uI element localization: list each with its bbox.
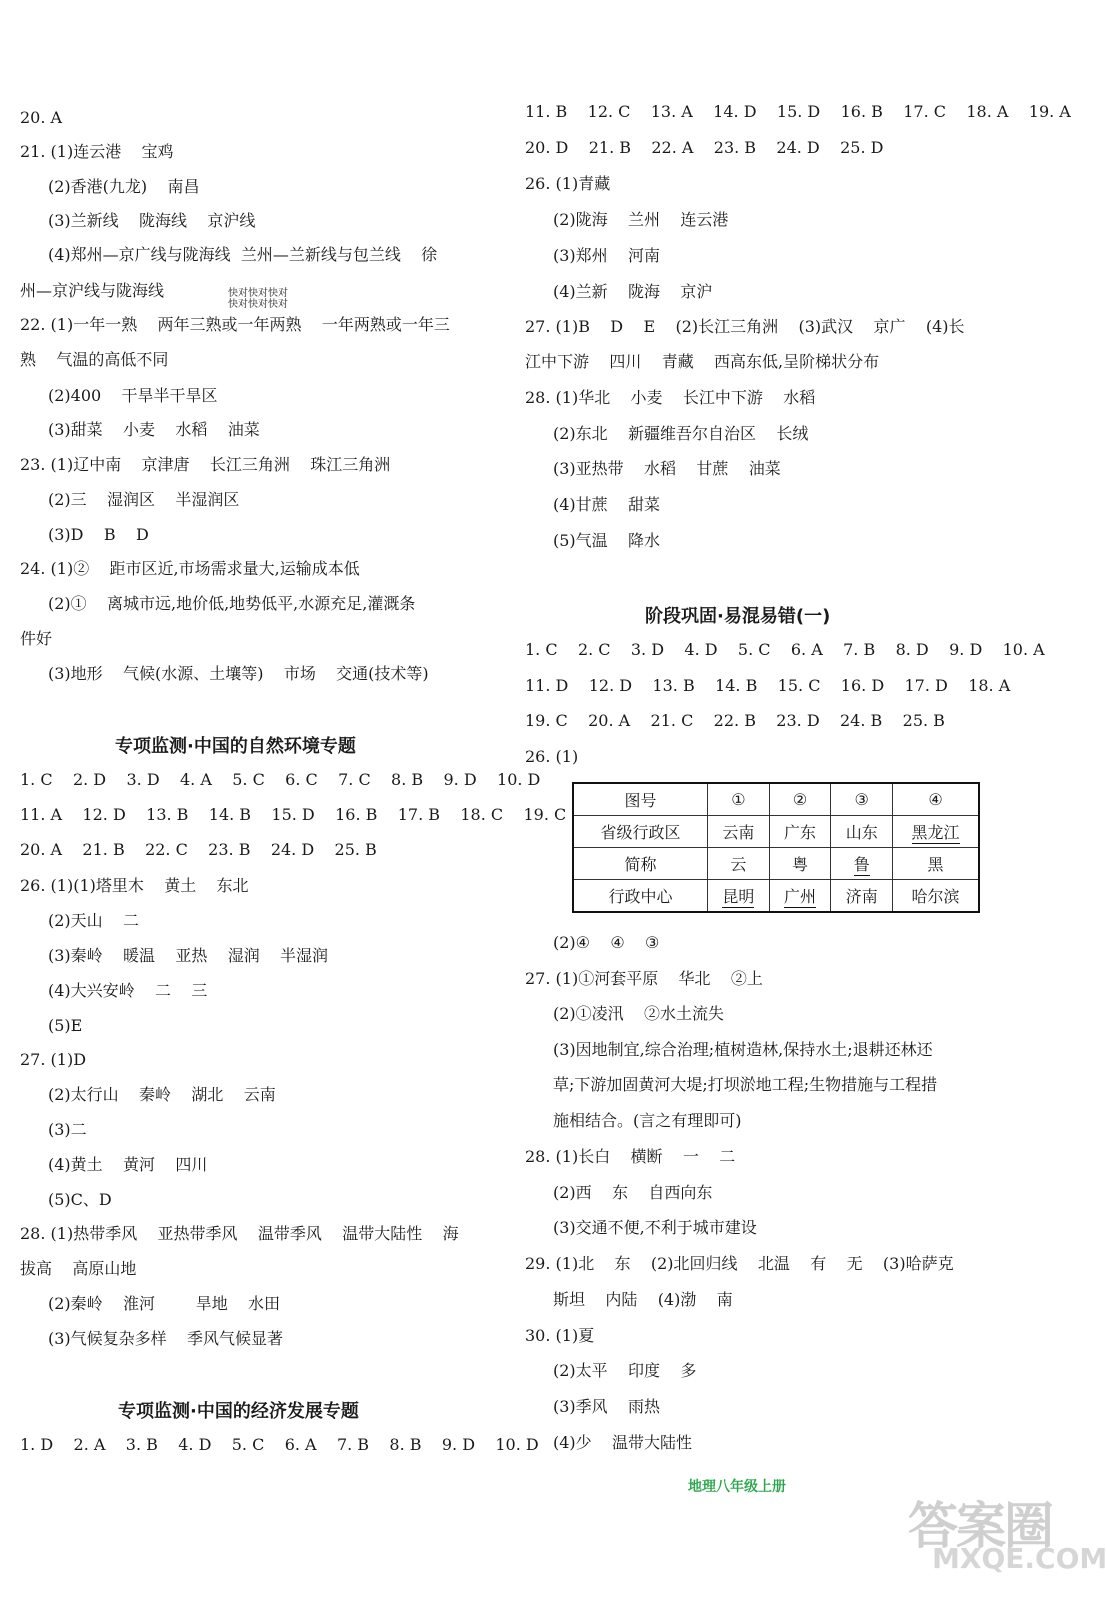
answer-line: (2)400 干旱半干旱区 — [48, 386, 218, 405]
table-cell: 广东 — [769, 816, 831, 848]
table-cell — [708, 880, 770, 913]
answer-line: 件好 — [20, 629, 53, 648]
answer-line: (2)秦岭 淮河 旱地 水田 — [48, 1294, 281, 1313]
answer-line: (2)太行山 秦岭 湖北 云南 — [48, 1085, 276, 1104]
answer-line: (2)① 离城市远,地价低,地势低平,水源充足,灌溉条 — [48, 594, 416, 613]
answer-line: (3)亚热带 水稻 甘蔗 油菜 — [553, 459, 781, 478]
answer-line: 19. C 20. A 21. C 22. B 23. D 24. B 25. B — [525, 711, 945, 730]
answer-line: (3)兰新线 陇海线 京沪线 — [48, 211, 256, 230]
watermark-url: MXQE.COM — [932, 1542, 1107, 1575]
watermark-text: 答案圈 — [908, 1497, 1052, 1555]
table-cell — [893, 816, 979, 848]
answer-line: (2)香港(九龙) 南昌 — [48, 177, 200, 196]
table-cell: 山东 — [831, 816, 893, 848]
answer-line: (5)气温 降水 — [553, 531, 661, 550]
answer-line: 斯坦 内陆 (4)渤 南 — [553, 1290, 733, 1309]
answer-line: (3)交通不便,不利于城市建设 — [553, 1218, 757, 1237]
table-row — [573, 848, 979, 880]
answer-line: 26. (1) — [525, 747, 579, 766]
answer-line: (3)季风 雨热 — [553, 1397, 661, 1416]
answer-line: (2)东北 新疆维吾尔自治区 长绒 — [553, 424, 809, 443]
answer-line: (3)地形 气候(水源、土壤等) 市场 交通(技术等) — [48, 664, 429, 683]
answer-line: (4)兰新 陇海 京沪 — [553, 282, 713, 301]
table-row — [573, 816, 979, 848]
answer-line: 26. (1)(1)塔里木 黄土 东北 — [20, 876, 249, 895]
table-cell: 图号 — [573, 783, 708, 816]
answer-line: (3)秦岭 暖温 亚热 湿润 半湿润 — [48, 946, 329, 965]
answer-line: (2)天山 二 — [48, 911, 140, 930]
answer-line: 29. (1)北 东 (2)北回归线 北温 有 无 (3)哈萨克 — [525, 1254, 954, 1273]
answer-line: (3)甜菜 小麦 水稻 油菜 — [48, 420, 260, 439]
table-cell: 省级行政区 — [573, 816, 708, 848]
answer-line: 20. D 21. B 22. A 23. B 24. D 25. D — [525, 138, 884, 157]
answer-line: 27. (1)D — [20, 1050, 87, 1069]
answer-line: 施相结合。(言之有理即可) — [553, 1111, 742, 1130]
answer-line: (2)①凌汛 ②水土流失 — [553, 1004, 725, 1023]
table-cell: ③ — [831, 783, 893, 816]
answer-line: (4)甘蔗 甜菜 — [553, 495, 661, 514]
section-heading: 专项监测·中国的自然环境专题 — [115, 736, 356, 757]
province-table — [572, 782, 980, 913]
answer-line: 草;下游加固黄河大堤;打坝淤地工程;生物措施与工程措 — [553, 1075, 938, 1094]
answer-line: 20. A 21. B 22. C 23. B 24. D 25. B — [20, 840, 377, 859]
answer-line: 21. (1)连云港 宝鸡 — [20, 142, 174, 161]
answer-line: 1. D 2. A 3. B 4. D 5. C 6. A 7. B 8. B 9. D 10. D — [20, 1435, 539, 1454]
answer-line: 27. (1)①河套平原 华北 ②上 — [525, 969, 763, 988]
table-cell: 行政中心 — [573, 880, 708, 913]
table-row — [573, 880, 979, 913]
answer-line: (4)少 温带大陆性 — [553, 1433, 693, 1452]
table-cell: ② — [769, 783, 831, 816]
answer-line: 28. (1)华北 小麦 长江中下游 水稻 — [525, 388, 816, 407]
answer-line: (2)三 湿润区 半湿润区 — [48, 490, 240, 509]
table-cell — [831, 848, 893, 880]
underlined-answer: 广州 — [784, 887, 817, 906]
answer-line: (2)④ ④ ③ — [553, 933, 660, 952]
underlined-answer: 昆明 — [722, 887, 755, 906]
answer-line: (4)大兴安岭 二 三 — [48, 981, 208, 1000]
answer-line: (2)西 东 自西向东 — [553, 1183, 713, 1202]
answer-line: 23. (1)辽中南 京津唐 长江三角洲 珠江三角洲 — [20, 455, 391, 474]
answer-line: (2)太平 印度 多 — [553, 1361, 697, 1380]
table-cell: 云南 — [708, 816, 770, 848]
underlined-answer: 鲁 — [853, 855, 870, 874]
answer-line: 26. (1)青藏 — [525, 174, 611, 193]
answer-line: 30. (1)夏 — [525, 1326, 595, 1345]
answer-line: 江中下游 四川 青藏 西高东低,呈阶梯状分布 — [525, 352, 880, 371]
answer-line: 27. (1)B D E (2)长江三角洲 (3)武汉 京广 (4)长 — [525, 317, 965, 336]
answer-line: (3)D B D — [48, 525, 149, 544]
stamp-text: 快对快对快对 快对快对快对 — [228, 288, 288, 310]
answer-line: (3)郑州 河南 — [553, 246, 661, 265]
answer-line: 22. (1)一年一熟 两年三熟或一年两熟 一年两熟或一年三 — [20, 315, 450, 334]
table-cell: 黑 — [893, 848, 979, 880]
answer-line: 11. B 12. C 13. A 14. D 15. D 16. B 17. C 18. A 19. A — [525, 102, 1071, 121]
answer-line: 11. D 12. D 13. B 14. B 15. C 16. D 17. D 18. A — [525, 676, 1011, 695]
answer-line: 20. A — [20, 108, 63, 127]
table-cell: 济南 — [831, 880, 893, 913]
answer-line: (5)C、D — [48, 1190, 112, 1209]
answer-line: 拔高 高原山地 — [20, 1259, 137, 1278]
footer-label: 地理八年级上册 — [688, 1479, 786, 1495]
section-heading: 阶段巩固·易混易错(一) — [645, 606, 831, 627]
watermark-logo — [900, 1480, 1107, 1590]
answer-line: (2)陇海 兰州 连云港 — [553, 210, 729, 229]
answer-line: 1. C 2. C 3. D 4. D 5. C 6. A 7. B 8. D 9. D 10. A — [525, 640, 1045, 659]
table-cell: ④ — [893, 783, 979, 816]
table-row — [573, 783, 979, 816]
underlined-answer: 黑龙江 — [911, 823, 960, 842]
table-cell: 粤 — [769, 848, 831, 880]
table-cell: ① — [708, 783, 770, 816]
section-heading: 专项监测·中国的经济发展专题 — [118, 1401, 359, 1422]
answer-line: (3)气候复杂多样 季风气候显著 — [48, 1329, 284, 1348]
answer-line: (4)黄土 黄河 四川 — [48, 1155, 208, 1174]
table-cell: 哈尔滨 — [893, 880, 979, 913]
table-cell: 云 — [708, 848, 770, 880]
answer-line: (3)因地制宜,综合治理;植树造林,保持水土;退耕还林还 — [553, 1040, 933, 1059]
answer-line: 熟 气温的高低不同 — [20, 350, 169, 369]
answer-line: (5)E — [48, 1016, 83, 1035]
answer-line: 28. (1)长白 横断 一 二 — [525, 1147, 736, 1166]
answer-line: 24. (1)② 距市区近,市场需求量大,运输成本低 — [20, 559, 360, 578]
answer-line: (4)郑州—京广线与陇海线 兰州—兰新线与包兰线 徐 — [48, 245, 438, 264]
answer-line: 1. C 2. D 3. D 4. A 5. C 6. C 7. C 8. B 9. D 10. D — [20, 770, 541, 789]
answer-line: 州—京沪线与陇海线 — [20, 281, 165, 300]
table-cell — [769, 880, 831, 913]
answer-line: 28. (1)热带季风 亚热带季风 温带季风 温带大陆性 海 — [20, 1224, 459, 1243]
table-cell: 简称 — [573, 848, 708, 880]
answer-line: 11. A 12. D 13. B 14. B 15. D 16. B 17. B 18. C 19. C — [20, 805, 567, 824]
answer-line: (3)二 — [48, 1120, 87, 1139]
